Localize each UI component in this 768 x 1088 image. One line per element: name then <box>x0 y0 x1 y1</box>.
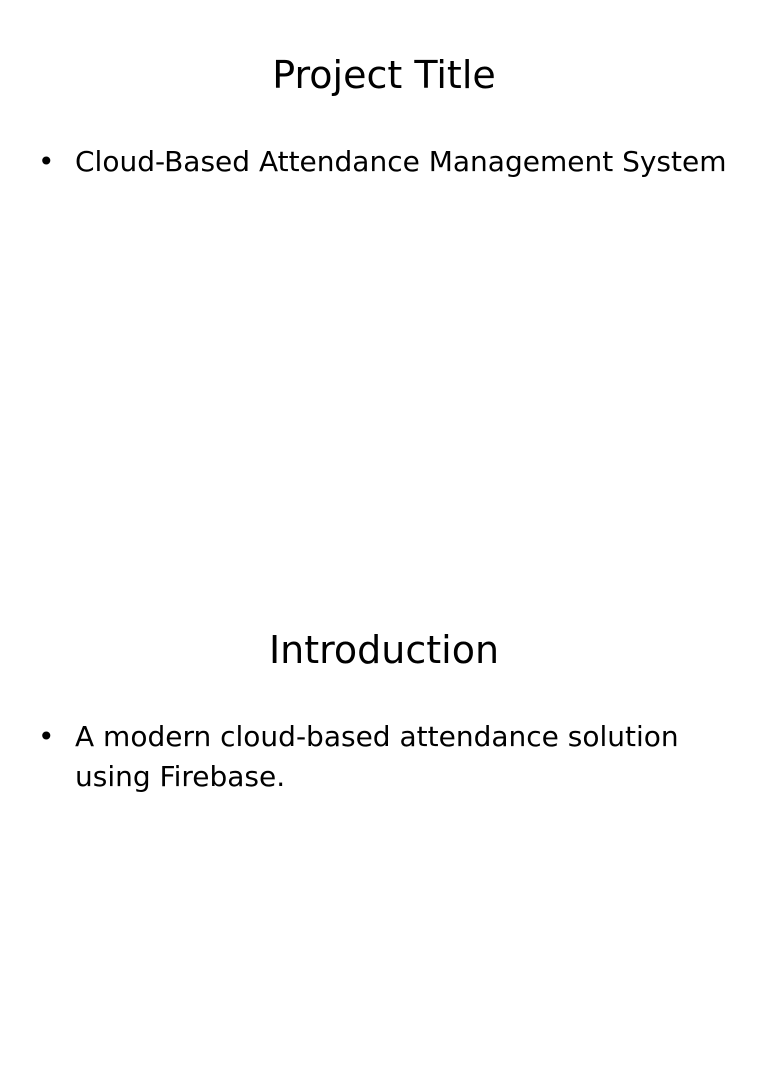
bullet-icon: • <box>38 720 55 753</box>
bullet-list <box>38 142 738 182</box>
slide-title: Project Title <box>272 53 496 97</box>
bullet-list <box>38 717 738 797</box>
bullet-text: A modern cloud-based attendance solution using Firebase. <box>75 720 679 793</box>
bullet-text: Cloud-Based Attendance Management System <box>75 145 727 178</box>
slide-introduction <box>0 576 768 1088</box>
slide-project-title <box>0 0 768 512</box>
bullet-item <box>38 717 738 797</box>
bullet-icon: • <box>38 145 55 178</box>
bullet-item <box>38 142 738 182</box>
slide-title: Introduction <box>268 628 500 672</box>
